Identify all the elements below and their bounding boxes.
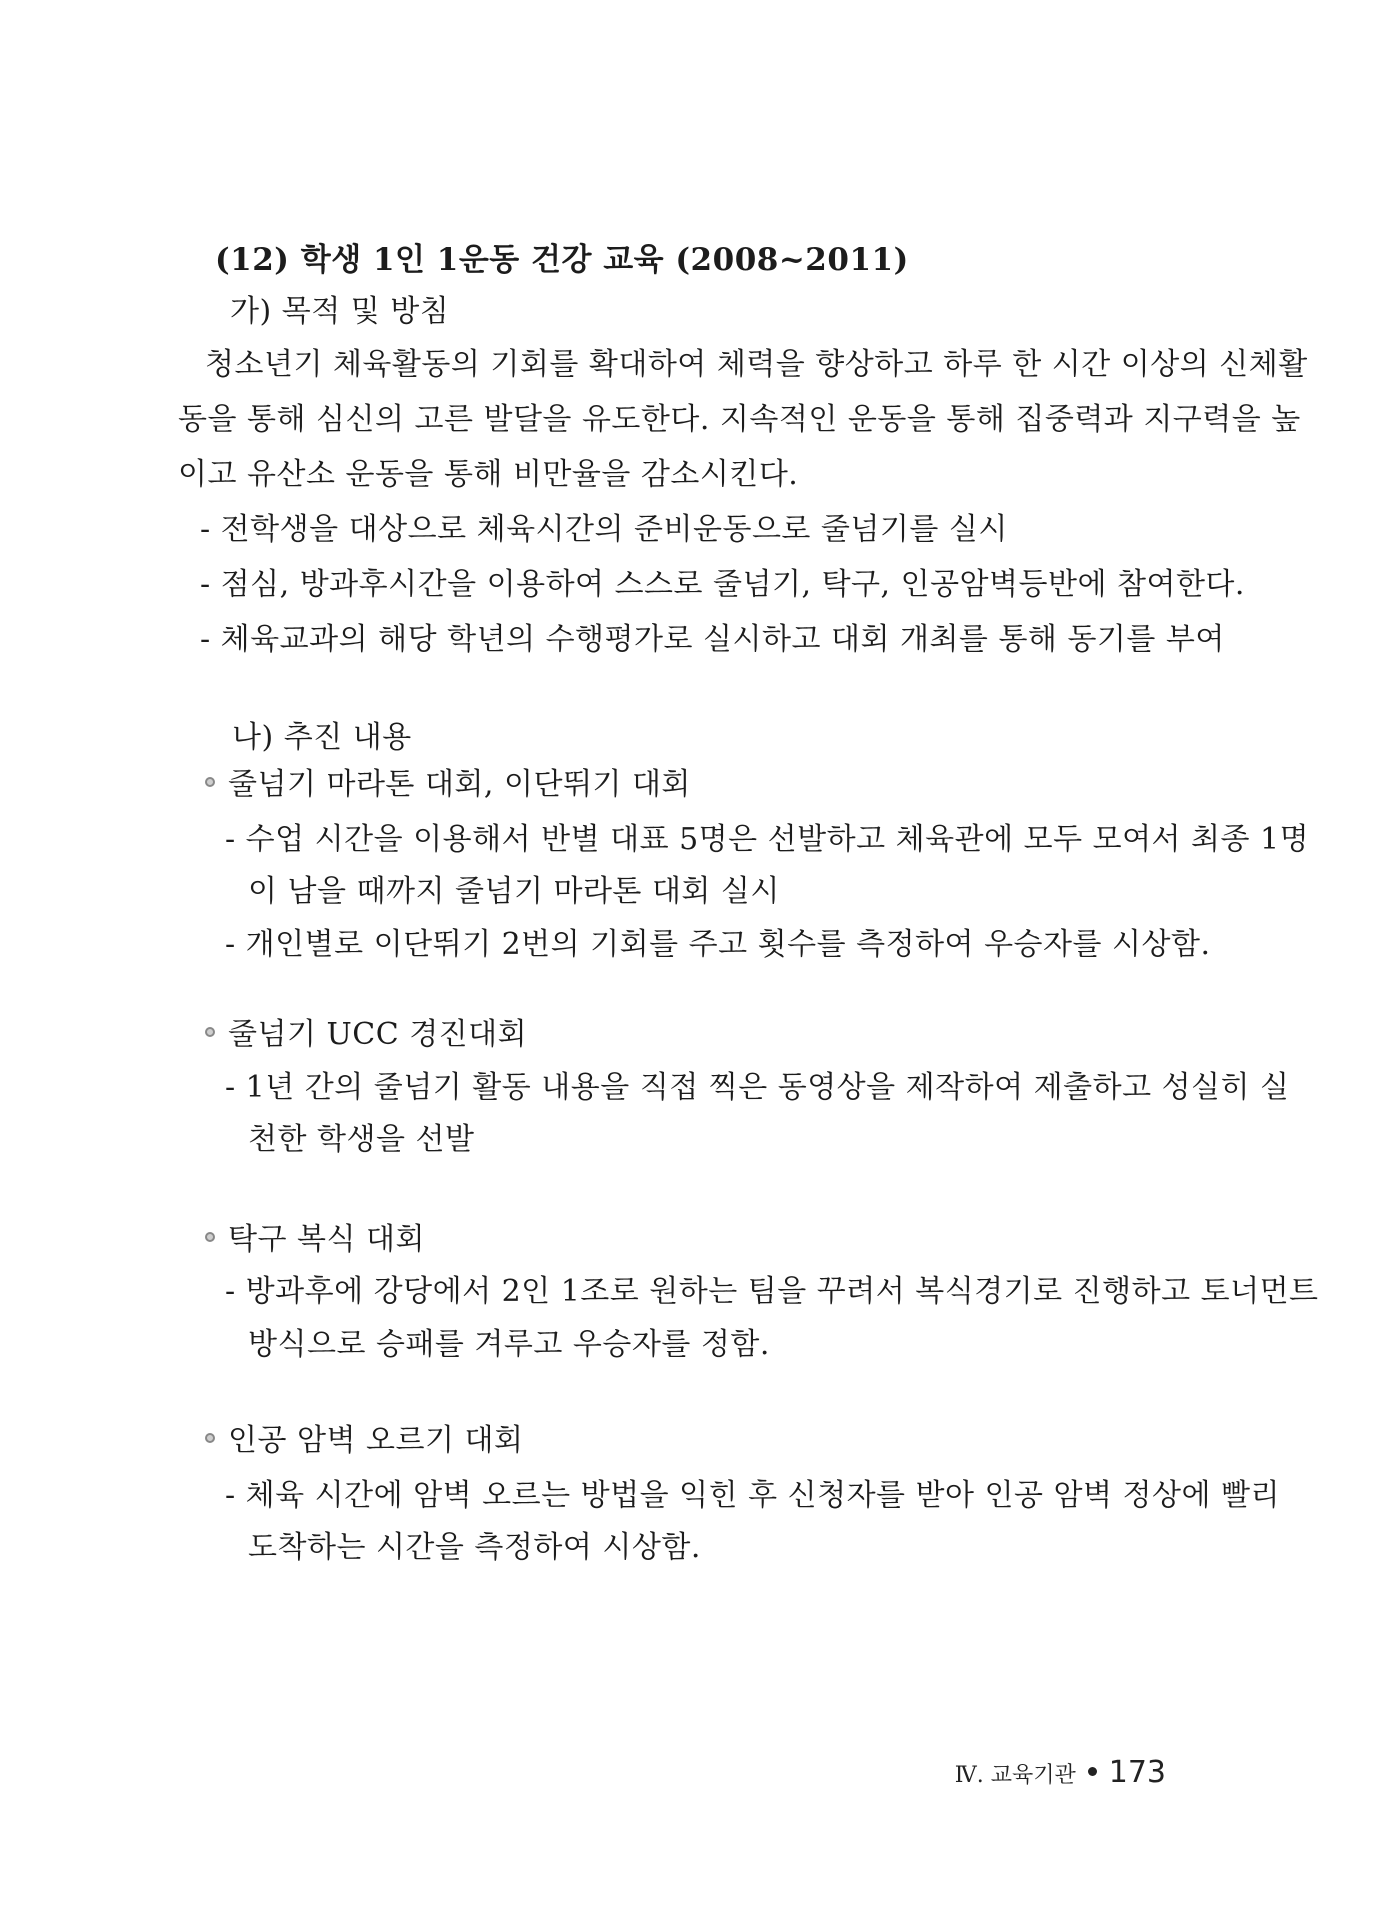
event-line: 방식으로 승패를 겨루고 우승자를 정함. [248,1327,770,1362]
purpose-item: - 체육교과의 해당 학년의 수행평가로 실시하고 대회 개최를 통해 동기를 부여 [200,622,1225,657]
event-line: - 방과후에 강당에서 2인 1조로 원하는 팀을 꾸려서 복식경기로 진행하고 토너먼트 [225,1274,1319,1309]
page-number: 173 [1108,1755,1166,1790]
purpose-text-line: 동을 통해 심신의 고른 발달을 유도한다. 지속적인 운동을 통해 집중력과 지구력을 높 [178,402,1301,437]
purpose-title: 가) 목적 및 방침 [230,294,450,329]
purpose-item: - 전학생을 대상으로 체육시간의 준비운동으로 줄넘기를 실시 [200,512,1008,547]
event-line: - 개인별로 이단뛰기 2번의 기회를 주고 횟수를 측정하여 우승자를 시상함. [225,927,1211,962]
event-title: 인공 암벽 오르기 대회 [228,1423,524,1458]
event-line: 도착하는 시간을 측정하여 시상함. [248,1530,701,1565]
event-line: 천한 학생을 선발 [248,1122,475,1157]
event-title: 줄넘기 마라톤 대회, 이단뛰기 대회 [228,767,691,802]
event-line: - 체육 시간에 암벽 오르는 방법을 익힌 후 신청자를 받아 인공 암벽 정상에 빨리 [225,1478,1280,1513]
purpose-item: - 점심, 방과후시간을 이용하여 스스로 줄넘기, 탁구, 인공암벽등반에 참여한다. [200,567,1245,602]
purpose-text-line: 이고 유산소 운동을 통해 비만율을 감소시킨다. [178,457,799,492]
event-title: 탁구 복식 대회 [228,1222,425,1257]
event-line: - 수업 시간을 이용해서 반별 대표 5명은 선발하고 체육관에 모두 모여서 최종 1명 [225,822,1310,857]
purpose-text-line: 청소년기 체육활동의 기회를 확대하여 체력을 향상하고 하루 한 시간 이상의 신체활 [205,347,1308,382]
footer-section-label: Ⅳ. 교육기관 [954,1763,1076,1788]
bullet-icon [205,777,215,787]
event-line: - 1년 간의 줄넘기 활동 내용을 직접 찍은 동영상을 제작하여 제출하고 성실히 실 [225,1070,1290,1105]
bullet-icon [1088,1767,1097,1776]
page-footer [955,1755,1166,1790]
event-title: 줄넘기 UCC 경진대회 [228,1017,528,1052]
content-title: 나) 추진 내용 [232,720,412,755]
bullet-icon [205,1027,215,1037]
section-heading: (12) 학생 1인 1운동 건강 교육 (2008~2011) [215,242,909,278]
bullet-icon [205,1232,215,1242]
bullet-icon [205,1433,215,1443]
event-line: 이 남을 때까지 줄넘기 마라톤 대회 실시 [248,874,780,909]
